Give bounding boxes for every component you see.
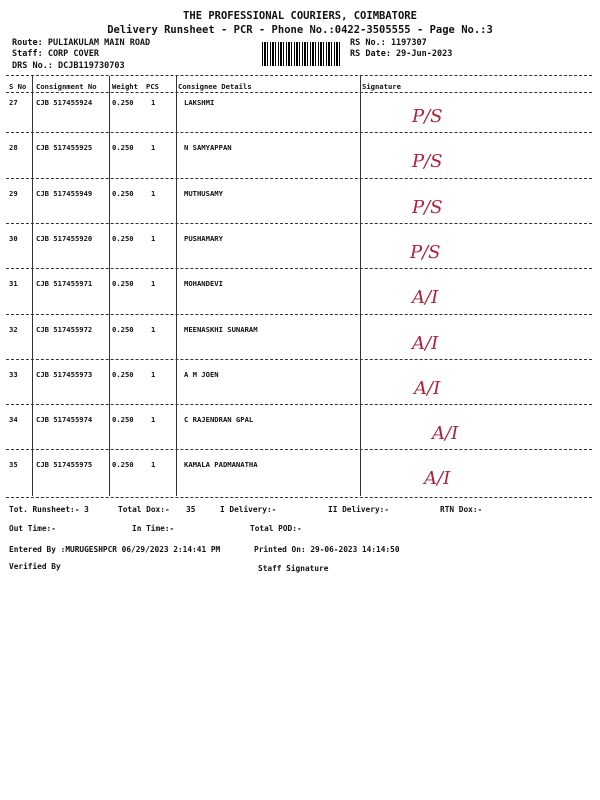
row-consignment-no: CJB 517455920 [36,233,93,243]
column-divider [32,76,33,496]
col-signature: Signature [362,82,401,91]
row-divider [6,132,592,133]
col-sno: S No [9,82,27,91]
row-divider [6,449,592,450]
row-sno: 30 [9,233,18,243]
out-time: Out Time:- [9,524,56,533]
row-pcs: 1 [151,98,156,107]
row-sno: 27 [9,98,18,107]
handwritten-signature: P/S [410,241,441,263]
row-sno: 31 [9,279,18,289]
row-sno: 32 [9,324,18,334]
row-pcs: 1 [151,460,156,470]
column-divider [109,76,110,496]
row-pcs: 1 [151,369,156,379]
staff-signature: Staff Signature [258,564,329,573]
row-pcs: 1 [151,279,156,289]
row-pcs: 1 [151,415,156,425]
entered-by: Entered By :MURUGESHPCR 06/29/2023 2:14:41 PM [9,545,221,554]
row-consignment-no: CJB 517455924 [36,98,93,107]
handwritten-signature: A/I [412,287,439,309]
i-delivery: I Delivery:- [220,505,277,514]
row-consignment-no: CJB 517455974 [36,415,93,425]
handwritten-signature: A/I [424,468,451,490]
row-divider [6,223,592,224]
row-weight: 0.250 [112,369,134,379]
row-weight: 0.250 [112,233,134,243]
drs-number: DRS No.: DCJB119730703 [12,61,125,71]
barcode-image [262,42,342,66]
handwritten-signature: A/I [414,377,441,399]
row-divider [6,268,592,269]
row-divider [6,178,592,179]
row-divider [6,314,592,315]
row-divider [6,359,592,360]
row-consignee: A M JOEN [184,369,219,379]
route-label: Route: PULIAKULAM MAIN ROAD [12,38,151,48]
row-pcs: 1 [151,324,156,334]
verified-by: Verified By [9,562,61,571]
row-pcs: 1 [151,188,156,198]
row-pcs: 1 [151,143,156,153]
handwritten-signature: P/S [412,106,443,127]
rtn-dox: RTN Dox:- [440,505,483,514]
staff-label: Staff: CORP COVER [12,49,99,59]
row-weight: 0.250 [112,415,134,425]
row-weight: 0.250 [112,188,134,198]
col-consignment: Consignment No [36,82,97,91]
company-title: THE PROFESSIONAL COURIERS, COIMBATORE [183,10,417,22]
rs-number: RS No.: 1197307 [350,38,427,48]
row-consignment-no: CJB 517455972 [36,324,93,334]
row-consignee: MEENASKHI SUNARAM [184,324,258,334]
row-sno: 34 [9,415,18,425]
row-consignee: KAMALA PADMANATHA [184,460,258,470]
row-weight: 0.250 [112,324,134,334]
col-consignee: Consignee Details [178,82,252,91]
total-dox-value: 35 [186,505,196,514]
row-sno: 35 [9,460,18,470]
row-consignment-no: CJB 517455971 [36,279,93,289]
row-weight: 0.250 [112,279,134,289]
row-consignee: LAKSHMI [184,98,215,107]
column-divider [360,76,361,496]
row-weight: 0.250 [112,460,134,470]
row-consignment-no: CJB 517455949 [36,188,93,198]
row-consignment-no: CJB 517455975 [36,460,93,470]
handwritten-signature: A/I [412,332,439,354]
row-sno: 29 [9,188,18,198]
row-pcs: 1 [151,233,156,243]
row-weight: 0.250 [112,98,134,107]
rs-date: RS Date: 29-Jun-2023 [350,49,453,59]
row-divider [6,404,592,405]
row-consignee: MOHANDEVI [184,279,223,289]
handwritten-signature: P/S [412,151,443,173]
header-top-rule [6,75,592,76]
total-dox-label: Total Dox:- [118,505,170,514]
row-sno: 28 [9,143,18,153]
ii-delivery: II Delivery:- [328,505,390,514]
total-pod: Total POD:- [250,524,302,533]
total-runsheet: Tot. Runsheet:- 3 [9,505,89,514]
row-weight: 0.250 [112,143,134,153]
col-weight: Weight [112,82,138,91]
column-divider [176,76,177,496]
handwritten-signature: A/I [432,423,459,445]
row-consignee: PUSHAMARY [184,233,223,243]
header-bottom-rule [6,92,592,93]
row-consignee: MUTHUSAMY [184,188,223,198]
printed-on: Printed On: 29-06-2023 14:14:50 [254,545,400,554]
row-consignee: N SAMYAPPAN [184,143,232,153]
footer-rule [6,497,592,498]
col-pcs: PCS [146,82,159,91]
row-consignment-no: CJB 517455973 [36,369,93,379]
row-consignee: C RAJENDRAN GPAL [184,415,254,425]
in-time: In Time:- [132,524,175,533]
runsheet-subtitle: Delivery Runsheet - PCR - Phone No.:0422-3505555 - Page No.:3 [107,24,493,36]
row-sno: 33 [9,369,18,379]
handwritten-signature: P/S [412,196,443,218]
row-consignment-no: CJB 517455925 [36,143,93,153]
